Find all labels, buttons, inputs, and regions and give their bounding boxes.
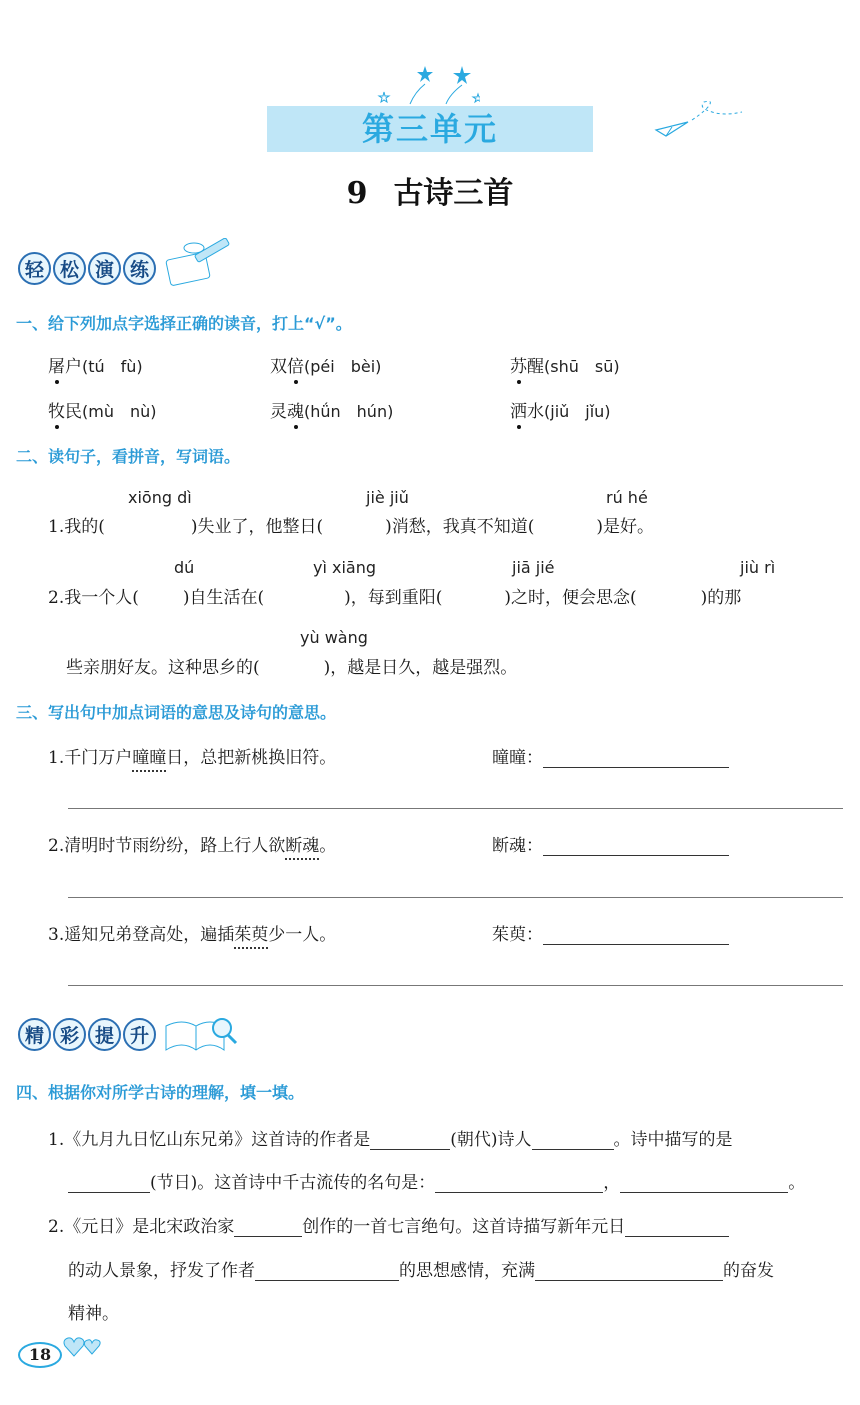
q4-line-2: [68, 1168, 805, 1193]
pinyin-hint: yù wàng: [300, 628, 368, 647]
section-badge-practice: [18, 252, 156, 285]
dotted-char: 牧: [48, 402, 65, 422]
poem-line: 1.千门万户: [48, 748, 133, 768]
answer-line[interactable]: [625, 1218, 729, 1237]
word-label: 茱萸：: [492, 925, 543, 945]
q1-heading: 一、给下列加点字选择正确的读音，打上“√”。: [16, 314, 352, 333]
q3-item-2: [48, 831, 336, 856]
unit-title: 第三单元: [361, 110, 498, 148]
sentence-text: )消愁，我真不知道(: [385, 517, 535, 537]
fill-text: (节日)。这首诗中千古流传的名句是：: [150, 1173, 436, 1193]
pinyin-options[interactable]: (hǘn hún): [304, 402, 394, 421]
answer-line[interactable]: [543, 837, 729, 856]
badge-char: 升: [123, 1018, 156, 1051]
dotted-char: 屠: [48, 357, 65, 377]
answer-line-long[interactable]: [68, 808, 843, 809]
fill-text: 1.《九月九日忆山东兄弟》这首诗的作者是: [48, 1130, 371, 1150]
sentence-text: 2.我一个人(: [48, 588, 139, 608]
q3-item-3: [48, 920, 336, 945]
sentence-text: )失业了，他整日(: [190, 517, 324, 537]
word-char: 醒: [527, 357, 544, 377]
pinyin-options[interactable]: (mù nù): [82, 402, 157, 421]
q2-sentence-3: [66, 653, 517, 678]
q2-sentence-2: [48, 583, 741, 608]
fill-text: 的动人景象，抒发了作者: [68, 1261, 255, 1281]
q1-item: [48, 397, 157, 422]
answer-line[interactable]: [255, 1262, 399, 1281]
poem-line: 少一人。: [268, 925, 337, 945]
dotted-word: 断魂: [285, 836, 320, 856]
pinyin-options[interactable]: (shū sū): [544, 357, 620, 376]
badge-char: 轻: [18, 252, 51, 285]
answer-line[interactable]: [370, 1131, 450, 1150]
badge-char: 精: [18, 1018, 51, 1051]
pinyin-hint: dú: [174, 558, 195, 577]
section-badge-advance: [18, 1018, 156, 1051]
pencil-notebook-icon: [160, 238, 240, 288]
q3-item-1: [48, 743, 336, 768]
pinyin-options[interactable]: (péi bèi): [304, 357, 382, 376]
sentence-text: )，每到重阳(: [344, 588, 443, 608]
poem-line: 2.清明时节雨纷纷，路上行人欲: [48, 836, 286, 856]
fill-text: ，: [603, 1173, 621, 1193]
hearts-decoration: [62, 1334, 106, 1360]
q2-heading: 二、读句子，看拼音，写词语。: [16, 447, 241, 466]
sentence-text: )是好。: [596, 517, 655, 537]
q1-item: [510, 397, 611, 422]
pinyin-hint: jiù rì: [740, 558, 776, 577]
q3-word-1: [492, 743, 729, 768]
lesson-name: 古诗三首: [393, 176, 514, 211]
q4-heading: 四、根据你对所学古诗的理解，填一填。: [16, 1083, 305, 1102]
sentence-text: )之时，便会思念(: [504, 588, 637, 608]
dotted-char: 倍: [287, 357, 304, 377]
pinyin-hint: rú hé: [606, 488, 648, 507]
stars-decoration: [370, 58, 480, 108]
sentence-text: 些亲朋好友。这种思乡的(: [66, 658, 260, 678]
pinyin-hint: xiōng dì: [128, 488, 192, 507]
fill-text: 创作的一首七言绝句。这首诗描写新年元日: [302, 1217, 626, 1237]
q3-word-3: [492, 920, 729, 945]
pinyin-hint: yì xiāng: [313, 558, 377, 577]
q4-line-4: [68, 1256, 774, 1281]
answer-line[interactable]: [532, 1131, 614, 1150]
q1-item: [48, 352, 143, 377]
dotted-char: 洒: [510, 402, 527, 422]
pinyin-hint: jiā jié: [512, 558, 555, 577]
answer-line-long[interactable]: [68, 897, 843, 898]
lesson-title: [0, 168, 860, 212]
q1-item: [270, 352, 381, 377]
word-label: 断魂：: [492, 836, 543, 856]
q2-sentence-1: [48, 512, 654, 537]
sentence-text: 1.我的(: [48, 517, 105, 537]
q3-heading: 三、写出句中加点词语的意思及诗句的意思。: [16, 703, 337, 722]
dotted-word: 曈曈: [132, 748, 167, 768]
answer-line[interactable]: [620, 1174, 788, 1193]
q3-word-2: [492, 831, 729, 856]
book-magnifier-icon: [160, 1010, 240, 1058]
dotted-char: 魂: [287, 402, 304, 422]
poem-line: 3.遥知兄弟登高处，遍插: [48, 925, 235, 945]
poem-line: 。: [319, 836, 337, 856]
fill-text: 2.《元日》是北宋政治家: [48, 1217, 235, 1237]
answer-line[interactable]: [234, 1218, 302, 1237]
badge-char: 演: [88, 252, 121, 285]
answer-line[interactable]: [68, 1174, 150, 1193]
badge-char: 彩: [53, 1018, 86, 1051]
word-char: 双: [270, 357, 287, 377]
q1-item: [510, 352, 620, 377]
dotted-word: 茱萸: [234, 925, 269, 945]
q1-item: [270, 397, 393, 422]
sentence-text: )的那: [700, 588, 742, 608]
lesson-number: 9: [346, 176, 368, 211]
badge-char: 提: [88, 1018, 121, 1051]
q4-line-3: [48, 1212, 729, 1237]
paper-plane-icon: [652, 100, 747, 140]
fill-text: 。诗中描写的是: [613, 1130, 733, 1150]
dotted-char: 苏: [510, 357, 527, 377]
fill-text: 。: [788, 1173, 806, 1193]
q4-line-5: 精神。: [68, 1304, 119, 1324]
answer-line-long[interactable]: [68, 985, 843, 986]
answer-line[interactable]: [543, 926, 729, 945]
page-number: 18: [18, 1342, 62, 1368]
pinyin-hint: jiè jiǔ: [366, 488, 409, 507]
answer-line[interactable]: [543, 749, 729, 768]
word-char: 户: [65, 357, 82, 377]
q4-line-1: [48, 1125, 733, 1150]
word-char: 灵: [270, 402, 287, 422]
badge-char: 松: [53, 252, 86, 285]
sentence-text: )，越是日久，越是强烈。: [323, 658, 518, 678]
word-char: 民: [65, 402, 82, 422]
fill-text: 的思想感情，充满: [399, 1261, 535, 1281]
fill-text: 的奋发: [723, 1261, 774, 1281]
answer-line[interactable]: [435, 1174, 603, 1193]
sentence-text: )自生活在(: [182, 588, 265, 608]
answer-line[interactable]: [535, 1262, 723, 1281]
fill-text: (朝代)诗人: [450, 1130, 532, 1150]
poem-line: 日，总把新桃换旧符。: [166, 748, 337, 768]
pinyin-options[interactable]: (tú fù): [82, 357, 143, 376]
pinyin-options[interactable]: (jiǔ jǐu): [544, 402, 611, 421]
badge-char: 练: [123, 252, 156, 285]
word-char: 水: [527, 402, 544, 422]
word-label: 曈曈：: [492, 748, 543, 768]
